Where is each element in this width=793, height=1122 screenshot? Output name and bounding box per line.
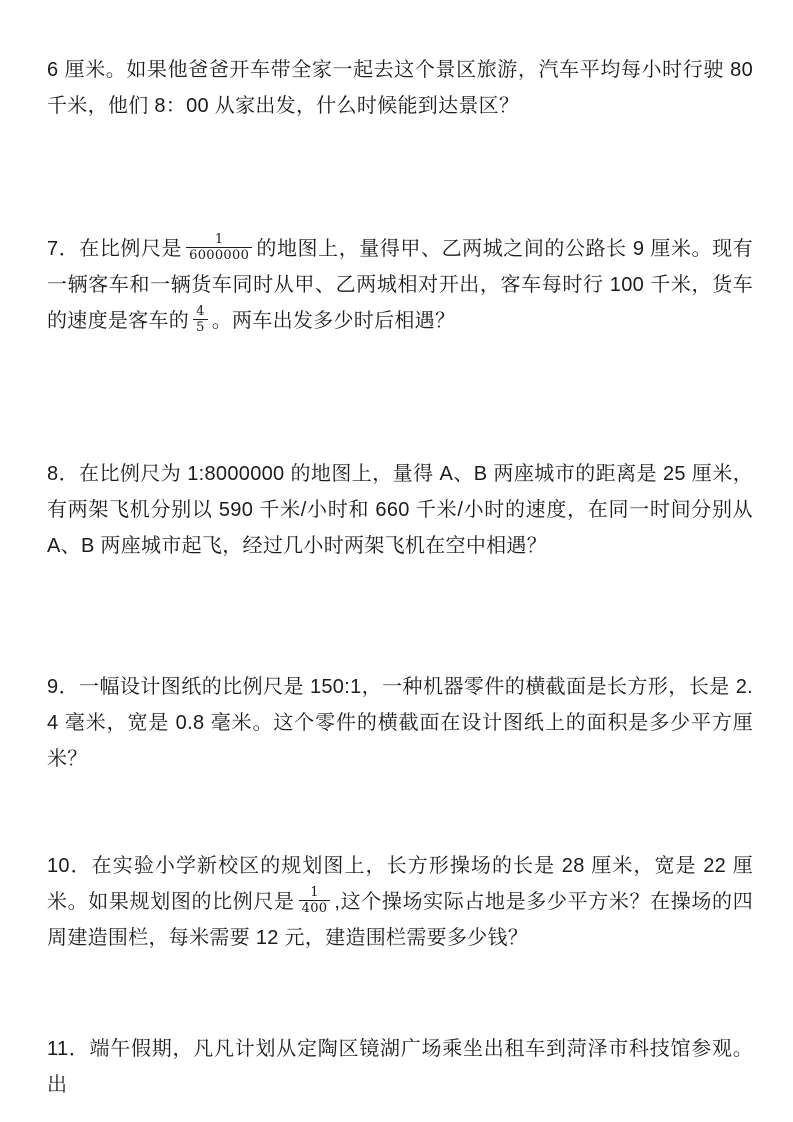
question-6-continuation [47,52,753,124]
question-11 [47,1031,753,1103]
fraction-denominator: 5 [193,319,208,335]
fraction-4-over-5 [193,305,208,334]
question-7 [47,231,753,339]
question-10 [47,848,753,956]
question-6-text: 6 厘米。如果他爸爸开车带全家一起去这个景区旅游，汽车平均每小时行驶 80 千米，他们 8：00 从家出发，什么时候能到达景区？ [47,59,753,117]
question-7-part-2: 的地图上，量得甲、乙两城之间的公路长 9 厘米。现有一辆客车和一辆货车同时从甲、乙两城相对开出，客车每时行 100 千米，货车的速度是客车的 [47,238,753,332]
question-10-part-1: 10．在实验小学新校区的规划图上，长方形操场的长是 28 厘米，宽是 22 厘米。如果规划图的比例尺是 [47,855,753,913]
fraction-denominator: 6000000 [186,247,252,263]
question-8 [47,456,753,564]
question-7-part-1: 7．在比例尺是 [47,238,183,260]
question-7-part-3: 。两车出发多少时后相遇？ [211,310,456,332]
question-10-part-2: ,这个操场实际占地是多少平方米？在操场的四周建造围栏，每米需要 12 元，建造围栏需要多少钱？ [47,891,753,949]
fraction-denominator: 400 [299,900,331,916]
fraction-1-over-400 [299,886,331,915]
fraction-numerator: 1 [214,232,224,248]
fraction-numerator: 1 [310,885,319,901]
question-8-text: 8．在比例尺为 1:8000000 的地图上，量得 A、B 两座城市的距离是 25 厘米，有两架飞机分别以 590 千米/小时和 660 千米/小时的速度，在同一时间分别从 A、B 两座城市起飞，经过几小时两架飞机在空中相遇？ [47,463,753,557]
fraction-1-over-6000000 [186,233,252,262]
question-9 [47,669,753,777]
question-11-text: 11．端午假期，凡凡计划从定陶区镜湖广场乘坐出租车到菏泽市科技馆参观。出 [47,1038,753,1096]
fraction-numerator: 4 [196,304,205,320]
question-9-text: 9．一幅设计图纸的比例尺是 150:1，一种机器零件的横截面是长方形，长是 2.4 毫米，宽是 0.8 毫米。这个零件的横截面在设计图纸上的面积是多少平方厘米？ [47,676,753,770]
